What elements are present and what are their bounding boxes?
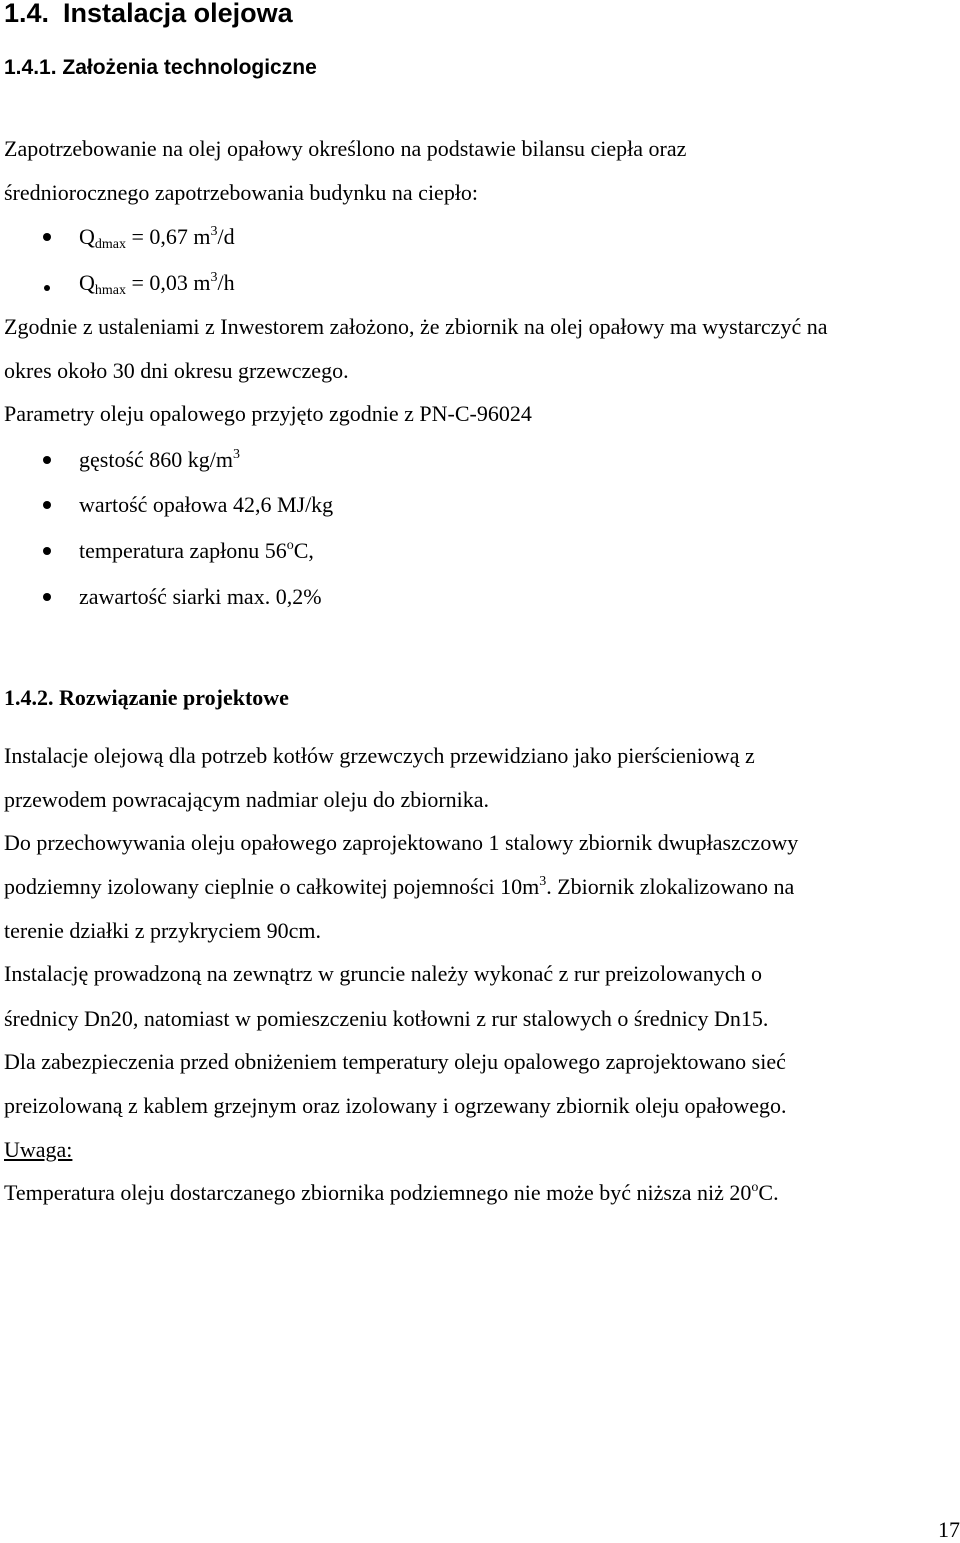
body-line-7: średnicy Dn20, natomiast w pomieszczeniu kotłowni z rur stalowych o średnicy Dn15. — [4, 1006, 769, 1031]
bullet-icon — [44, 285, 50, 291]
body-line-1: Instalacje olejową dla potrzeb kotłów grzewczych przewidziano jako pierścieniową z — [4, 743, 755, 768]
body-line-9: preizolowaną z kablem grzejnym oraz izolowany i ogrzewany zbiornik oleju opałowego. — [4, 1093, 787, 1118]
note-label: Uwaga: — [4, 1137, 73, 1162]
agreement-line-2: okres około 30 dni okresu grzewczego. — [4, 358, 349, 383]
body-line-3: Do przechowywania oleju opałowego zaprojektowano 1 stalowy zbiornik dwupłaszczowy — [4, 830, 799, 855]
body-line-6: Instalację prowadzoną na zewnątrz w gruncie należy wykonać z rur preizolowanych o — [4, 961, 763, 986]
param-flash-point: temperatura zapłonu 56$^o$C, — [79, 538, 314, 563]
subsection-heading-1: 1.4.1. Założenia technologiczne — [4, 56, 317, 79]
subsection-heading-2: 1.4.2. Rozwiązanie projektowe — [4, 685, 289, 710]
body-line-4: podziemny izolowany cieplnie o całkowitej pojemności $10m^3$. Zbiornik zlokalizowano na — [4, 874, 795, 899]
intro-line-2: średniorocznego zapotrzebowania budynku na ciepło: — [4, 180, 479, 205]
section-number: 1.4. — [4, 0, 50, 28]
param-calorific: wartość opałowa 42,6 MJ/kg — [79, 492, 334, 517]
agreement-line-1: Zgodnie z ustaleniami z Inwestorem założono, że zbiornik na olej opałowy ma wystarczyć na — [4, 314, 828, 339]
param-density: gęstość 860 $kg/m^3$ — [79, 447, 240, 472]
body-line-2: przewodem powracającym nadmiar oleju do zbiornika. — [4, 787, 490, 812]
demand-daily: $Q_{dmax} = 0,67$ $m^3/d$ — [79, 224, 235, 252]
bullet-icon — [43, 233, 51, 241]
body-line-5: terenie działki z przykryciem 90cm. — [4, 918, 322, 943]
param-sulfur: zawartość siarki max. 0,2% — [79, 584, 322, 609]
section-title: Instalacja olejowa — [63, 0, 293, 28]
section-heading — [4, 0, 293, 29]
params-intro: Parametry oleju opalowego przyjęto zgodnie z PN-C-96024 — [4, 401, 532, 426]
page-number: 17 — [938, 1517, 960, 1542]
bullet-icon — [43, 456, 51, 464]
body-line-8: Dla zabezpieczenia przed obniżeniem temperatury oleju opalowego zaprojektowano sieć — [4, 1049, 786, 1074]
note-text: Temperatura oleju dostarczanego zbiornika podziemnego nie może być niższa niż 20$^o$C. — [4, 1180, 779, 1205]
bullet-icon — [43, 501, 51, 509]
bullet-icon — [43, 593, 51, 601]
demand-hourly: $Q_{hmax} = 0,03$ $m^3/h$ — [79, 270, 235, 298]
bullet-icon — [43, 547, 51, 555]
intro-line-1: Zapotrzebowanie na olej opałowy określono na podstawie bilansu ciepła oraz — [4, 136, 687, 161]
